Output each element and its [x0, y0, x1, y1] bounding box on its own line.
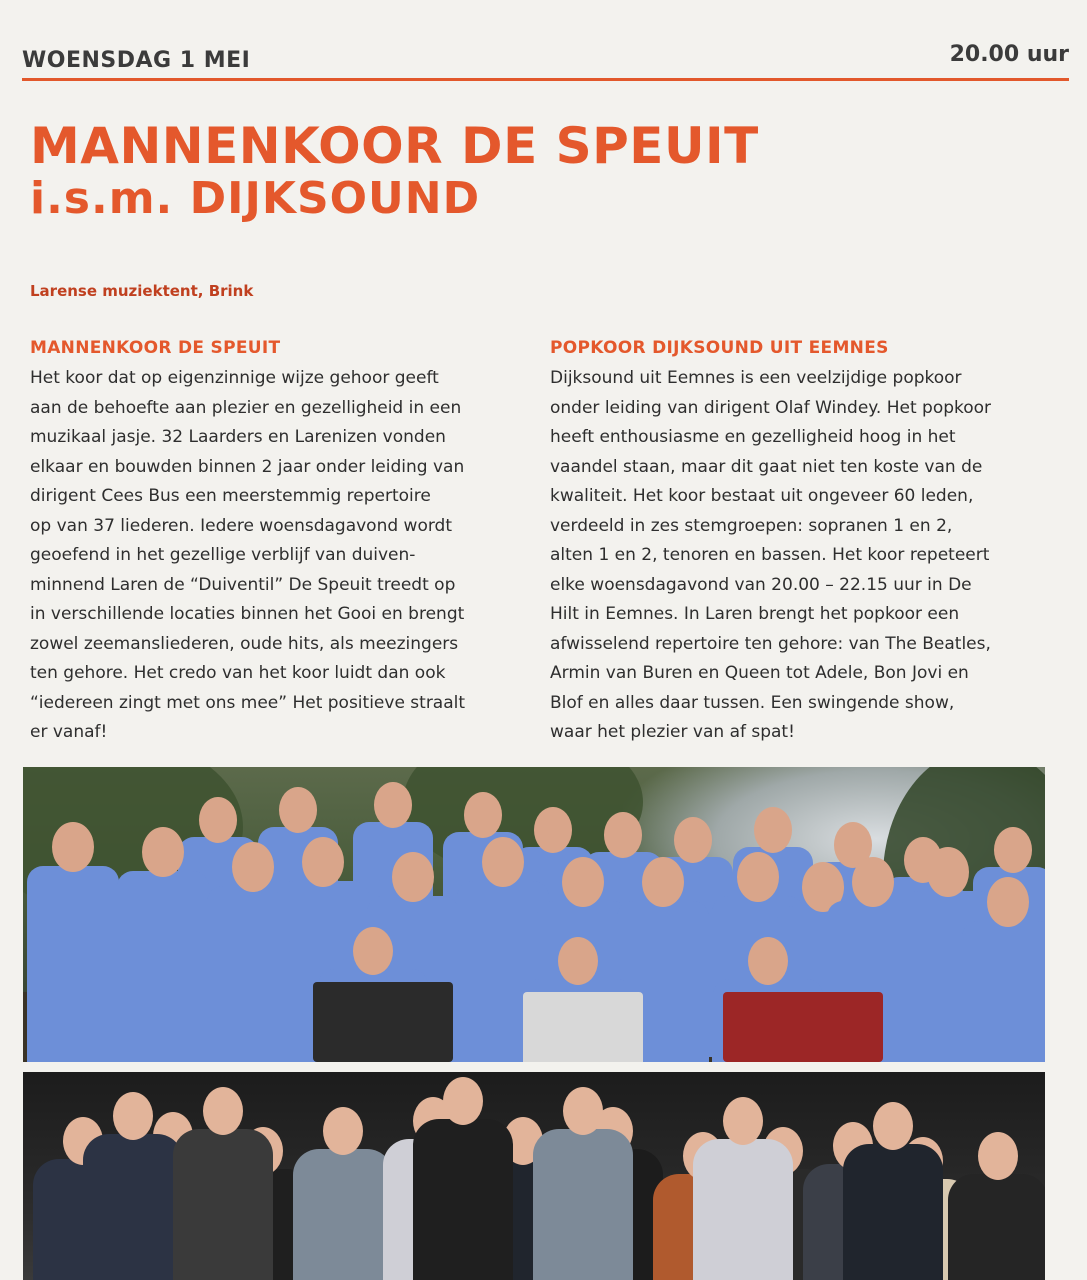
accordion — [723, 992, 883, 1062]
choir-photo — [23, 767, 1045, 1062]
speuit-heading: MANNENKOOR DE SPEUIT — [30, 338, 281, 358]
column-dijksound — [550, 338, 1050, 748]
event-date: WOENSDAG 1 MEI — [22, 48, 251, 73]
dijksound-heading: POPKOOR DIJKSOUND UIT EEMNES — [550, 338, 889, 358]
accordion — [313, 982, 453, 1062]
column-speuit — [30, 338, 510, 748]
title-line-1: MANNENKOOR DE SPEUIT — [30, 117, 759, 175]
dijksound-body: Dijksound uit Eemnes is een veelzijdige popkoor onder leiding van dirigent Olaf Windey. Het popkoor heeft enthousiasme en gezelligheid hoog in het vaandel staan, maar dit gaat niet ten koste van de kwaliteit. Het koor bestaat uit ongeveer 60 leden, verdeeld in zes stemgroepen: sopranen 1 en 2, alten 1 en 2, tenoren en bassen. Het koor repeteert elke woensdagavond van 20.00 – 22.15 uur in De Hilt in Eemnes. In Laren brengt het popkoor een afwisselend repertoire ten gehore: van The Beatles, Armin van Buren en Queen tot Adele, Bon Jovi en Blof en alles daar tussen. Een swingende show, waar het plezier van af spat! — [550, 368, 992, 742]
title-line-2: i.s.m. DIJKSOUND — [30, 173, 481, 224]
header-rule — [22, 78, 1069, 81]
popchoir-photo — [23, 1072, 1045, 1280]
event-time: 20.00 uur — [949, 42, 1069, 67]
date-bar — [22, 30, 1069, 80]
accordion — [523, 992, 643, 1062]
venue-label: Larense muziektent, Brink — [30, 282, 254, 300]
event-title — [30, 118, 759, 223]
speuit-body: Het koor dat op eigenzinnige wijze gehoor geeft aan de behoefte aan plezier en gezelligheid in een muzikaal jasje. 32 Laarders en Larenizen vonden elkaar en bouwden binnen 2 jaar onder leiding van dirigent Cees Bus een meerstemmig repertoire op van 37 liederen. Iedere woensdagavond wordt geoefend in het gezellige verblijf van duiven- minnend Laren de “Duiventil” De Speuit treedt op in verschillende locaties binnen het Gooi en brengt zowel zeemansliederen, oude hits, als meezingers ten gehore. Het credo van het koor luidt dan ook “iedereen zingt met ons mee” Het positieve straalt er vanaf! — [30, 368, 466, 742]
